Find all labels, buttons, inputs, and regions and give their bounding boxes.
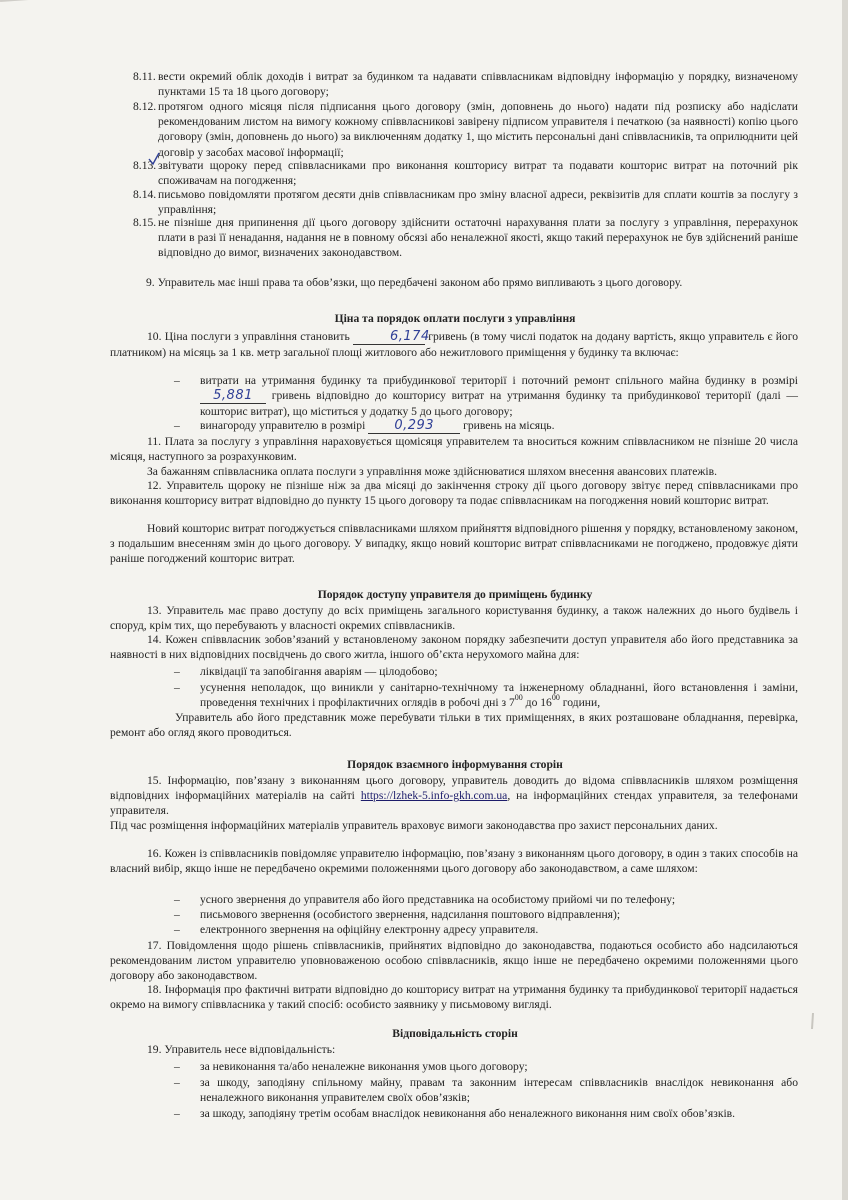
dash-bullet: – <box>174 908 180 921</box>
access-emergency-item: ліквідації та запобігання аваріям — цілодобово; <box>200 665 438 678</box>
item-number: 8.14. <box>133 188 157 201</box>
dash-bullet: – <box>174 893 180 906</box>
access-repair-end: години, <box>559 696 601 710</box>
dash-bullet: – <box>174 681 180 694</box>
access-repair-to: до 16 <box>522 696 552 710</box>
contact-oral-item: усного звернення до управителя або його представника на особистому прийомі чи по телефону; <box>200 893 676 906</box>
cost-maintenance-item <box>200 373 798 420</box>
pen-check-mark <box>148 152 160 166</box>
fee-blank <box>368 418 460 434</box>
paragraph-10-start: 10. Ціна послуги з управління становить <box>147 330 350 343</box>
dash-bullet: – <box>174 1076 180 1089</box>
cost-maintenance-end: гривень відповідно до кошторису витрат на утримання будинку та прибудинкової території (далі — кошторис витрат), що міститься у додатку 5 до цього договору; <box>200 389 798 419</box>
item-text: вести окремий облік доходів і витрат за будинком та надавати співвласникам відповідну інформацію у порядку, визначеному пунктами 15 та 18 цього договору; <box>158 70 798 99</box>
paragraph-15-end: , на інформаційних стендах управителя, за телефонами управителя. <box>110 789 798 818</box>
dash-bullet: – <box>174 923 180 936</box>
scan-edge-shadow <box>842 0 848 1200</box>
manager-fee-item <box>200 418 798 434</box>
list-item-8-15 <box>133 215 798 261</box>
dash-bullet: – <box>174 1060 180 1073</box>
section-title-responsibility: Відповідальність сторін <box>392 1027 518 1040</box>
paragraph-11: 11. Плата за послугу з управління нараховується щомісяця управителем та вноситься кожним співвласником не пізніше 20 числа місяця, наступного за розрахунковим. <box>110 435 798 464</box>
item-number: 8.15. <box>133 216 157 229</box>
hours-superscript: 00 <box>551 693 560 703</box>
list-item-8-13 <box>133 158 798 188</box>
paragraph-15-start: 15. Інформацію, пов’язану з виконанням цього договору, управитель доводить до відома співвласників шляхом розміщення відповідних інформаційних матеріалів на сайті <box>110 774 798 803</box>
paragraph-10-end: гривень (в тому числі податок на додану вартість, якщо управитель є його платником) на місяць за 1 кв. метр загальної площі житлового або нежитлового приміщення у будинку та включає: <box>110 330 798 360</box>
paragraph-13: 13. Управитель має право доступу до всіх приміщень загального користування будинку, а також належних до нього будівель і споруд, крім тих, що перебувають у власності окремих співвласників. <box>110 604 798 633</box>
contact-written-item: письмового звернення (особистого звернення, надсилання поштового відправлення); <box>200 908 621 921</box>
item-number: 8.13. <box>133 159 157 172</box>
corner-fold-line <box>0 0 140 2</box>
handwritten-price: 6,174 <box>390 329 430 344</box>
list-item-8-11 <box>133 69 798 99</box>
paragraph-11-advance: За бажанням співвласника оплата послуги з управління може здійснюватися шляхом внесення авансових платежів. <box>147 465 717 478</box>
paragraph-14: 14. Кожен співвласник зобов’язаний у встановленому законом порядку забезпечити доступ управителя або його представника за наявності в них відповідних посвідчень до свого житла, іншого об’єкта нерухомого майна для: <box>110 633 798 662</box>
item-number: 8.11. <box>133 70 156 83</box>
dash-bullet: – <box>174 374 180 387</box>
dash-bullet: – <box>174 1107 180 1120</box>
manager-fee-end: гривень на місяць. <box>463 419 555 432</box>
paragraph-19: 19. Управитель несе відповідальність: <box>147 1043 336 1056</box>
item-text: не пізніше дня припинення дії цього договору здійснити остаточні нарахування плати за послугу з управління, перерахунок плати в разі її ненадання, надання не в повному обсязі або неналежної якості, якщо такий перерахунок не був здійснений раніше відповідно до вимог, визначених законодавством. <box>158 216 798 260</box>
paragraph-17: 17. Повідомлення щодо рішень співвласників, прийнятих відповідно до законодавства, подаються особисто або надсилаються рекомендованим листом управителю уповноваженою особою співвласників, якщо інше не передбачено окремими положеннями цього договору або законодавством. <box>110 939 798 983</box>
dash-bullet: – <box>174 419 180 432</box>
list-item-8-14 <box>133 187 798 217</box>
paragraph-10 <box>110 329 798 360</box>
responsibility-item-2: за шкоду, заподіяну спільному майну, правам та законним інтересам співвласників внаслідок невиконання або неналежного виконання управителем своїх обов’язків; <box>200 1076 798 1105</box>
paragraph-9: 9. Управитель має інші права та обов’язки, що передбачені законом або прямо випливають з цього договору. <box>146 276 683 289</box>
manager-fee-start: винагороду управителю в розмірі <box>200 419 366 432</box>
item-text: звітувати щороку перед співвласниками про виконання кошторису витрат та подавати кошторис витрат на поточний рік споживачам на погодження; <box>158 159 798 188</box>
paragraph-15 <box>110 773 798 819</box>
section-title-price: Ціна та порядок оплати послуги з управління <box>334 312 576 325</box>
list-item-8-12 <box>133 99 798 160</box>
website-link[interactable]: https://lzhek-5.info-gkh.com.ua <box>360 789 508 803</box>
cost-maintenance-start: витрати на утримання будинку та прибудинкової території і поточний ремонт спільного майна будинку в розмірі <box>200 374 798 387</box>
responsibility-item-1: за невиконання та/або неналежне виконання умов цього договору; <box>200 1060 528 1073</box>
paragraph-14-presence: Управитель або його представник може перебувати тільки в тих приміщеннях, в яких розташоване обладнання, перевірка, ремонт або огляд якого проводиться. <box>110 711 798 740</box>
dash-bullet: – <box>174 665 180 678</box>
paragraph-12-new-estimate: Новий кошторис витрат погоджується співвласниками шляхом прийняття відповідного рішення у порядку, встановленому законом, з подальшим внесенням змін до цього договору. У випадку, якщо новий кошторис витрат співвласниками не погоджено, продовжує діяти раніше погоджений кошторис витрат. <box>110 522 798 566</box>
section-title-information: Порядок взаємного інформування сторін <box>347 758 563 771</box>
maintenance-blank <box>200 388 266 404</box>
item-text: письмово повідомляти протягом десяти днів співвласникам про зміну власної адреси, реквізитів для сплати коштів за послугу з управління; <box>158 188 798 217</box>
paragraph-12: 12. Управитель щороку не пізніше ніж за два місяці до закінчення строку дії цього договору звітує перед співвласниками про виконання кошторису витрат відповідно до пункту 15 цього договору та подає співвласникам на погодження новий кошторис витрат. <box>110 479 798 508</box>
paragraph-18: 18. Інформація про фактичні витрати відповідно до кошторису витрат на утримання будинку та прибудинкової території надається окремо на вимогу співвласника у такий спосіб: особисто заявнику у письмовому вигляді. <box>110 983 798 1012</box>
responsibility-item-3: за шкоду, заподіяну третім особам внаслідок невиконання або неналежного виконання ним своїх обов’язків. <box>200 1107 736 1120</box>
hours-superscript: 00 <box>514 693 523 703</box>
section-title-access: Порядок доступу управителя до приміщень будинку <box>317 588 593 601</box>
access-repair-item <box>200 680 798 710</box>
handwritten-maintenance: 5,881 <box>213 388 253 404</box>
item-text: протягом одного місяця після підписання цього договору (змін, доповнень до нього) надати під розписку або надіслати рекомендованим листом на вимогу кожному співвласникові завірену підписом управителя і печаткою (за наявності) копію цього договору (змін, доповнень до нього) за виключенням додатку 1, що містить персональні дані співвласників, та оприлюднити цей договір у засобах масової інформації; <box>158 100 798 159</box>
price-blank <box>353 329 430 345</box>
item-number: 8.12. <box>133 100 157 113</box>
paragraph-15-privacy: Під час розміщення інформаційних матеріалів управитель враховує вимоги законодавства про захист персональних даних. <box>110 819 718 832</box>
pen-stroke-mark <box>808 1012 818 1030</box>
access-repair-text: усунення неполадок, що виникли у санітарно-технічному та інженерному обладнанні, його встановлення і заміни, проведення технічних і профілактичних оглядів в робочі дні з 7 <box>200 681 798 710</box>
paragraph-16: 16. Кожен із співвласників повідомляє управителю інформацію, пов’язану з виконанням цього договору, в один з таких способів на власний вибір, якщо інше не передбачено окремими положеннями цього договору або законодавством, а саме шляхом: <box>110 847 798 876</box>
contact-electronic-item: електронного звернення на офіційну електронну адресу управителя. <box>200 923 539 936</box>
handwritten-fee: 0,293 <box>394 418 435 433</box>
